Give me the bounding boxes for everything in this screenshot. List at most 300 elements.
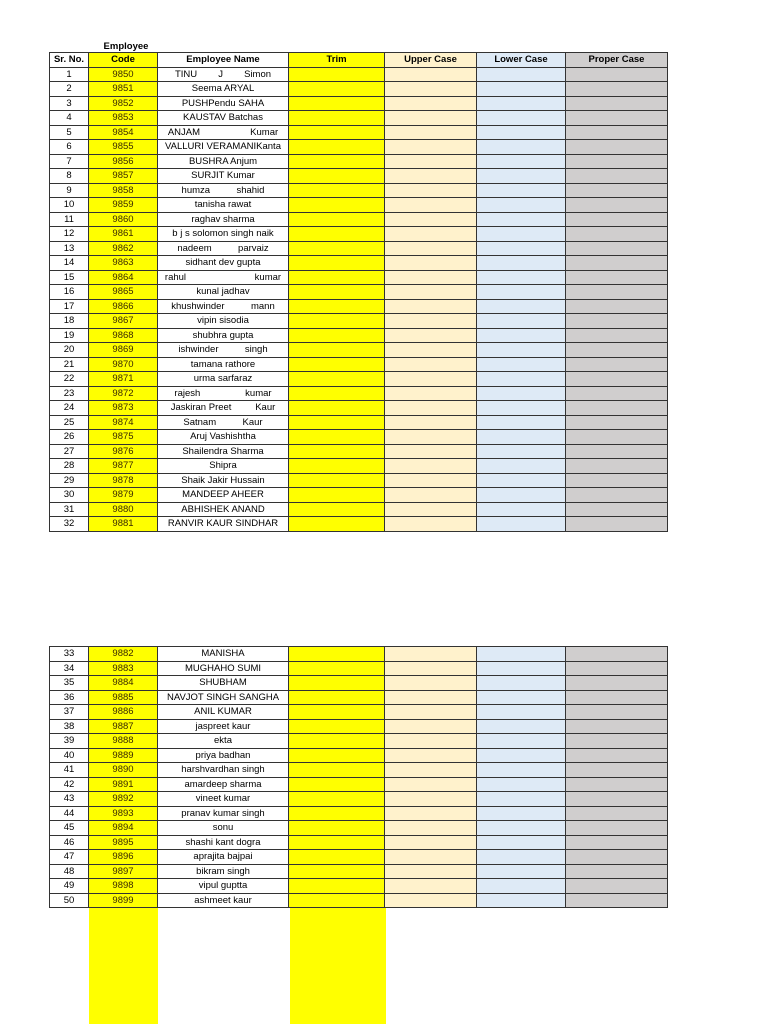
sr-no-cell[interactable]: 48: [50, 864, 89, 879]
sr-no-cell[interactable]: 43: [50, 792, 89, 807]
employee-code-cell[interactable]: 9882: [89, 647, 158, 662]
proper-case-cell[interactable]: [566, 328, 668, 343]
lower-case-cell[interactable]: [477, 444, 566, 459]
employee-name-cell[interactable]: SHUBHAM: [158, 676, 289, 691]
employee-name-cell[interactable]: amardeep sharma: [158, 777, 289, 792]
upper-case-cell[interactable]: [385, 328, 477, 343]
lower-case-cell[interactable]: [477, 879, 566, 894]
proper-case-cell[interactable]: [566, 285, 668, 300]
header-employee-code[interactable]: Code: [89, 53, 158, 68]
proper-case-cell[interactable]: [566, 502, 668, 517]
employee-code-cell[interactable]: 9862: [89, 241, 158, 256]
employee-name-cell[interactable]: vipul guptta: [158, 879, 289, 894]
lower-case-cell[interactable]: [477, 415, 566, 430]
employee-name-cell[interactable]: RANVIR KAUR SINDHAR: [158, 517, 289, 532]
trim-cell[interactable]: [289, 314, 385, 329]
sr-no-cell[interactable]: 18: [50, 314, 89, 329]
lower-case-cell[interactable]: [477, 357, 566, 372]
proper-case-cell[interactable]: [566, 270, 668, 285]
sr-no-cell[interactable]: 8: [50, 169, 89, 184]
lower-case-cell[interactable]: [477, 256, 566, 271]
employee-name-cell[interactable]: VALLURI VERAMANIKanta: [158, 140, 289, 155]
proper-case-cell[interactable]: [566, 154, 668, 169]
proper-case-cell[interactable]: [566, 879, 668, 894]
proper-case-cell[interactable]: [566, 835, 668, 850]
sr-no-cell[interactable]: 22: [50, 372, 89, 387]
lower-case-cell[interactable]: [477, 328, 566, 343]
upper-case-cell[interactable]: [385, 488, 477, 503]
proper-case-cell[interactable]: [566, 864, 668, 879]
lower-case-cell[interactable]: [477, 241, 566, 256]
employee-code-cell[interactable]: 9856: [89, 154, 158, 169]
lower-case-cell[interactable]: [477, 748, 566, 763]
employee-name-cell[interactable]: kunal jadhav: [158, 285, 289, 300]
trim-cell[interactable]: [289, 372, 385, 387]
trim-cell[interactable]: [289, 835, 385, 850]
employee-name-cell[interactable]: shashi kant dogra: [158, 835, 289, 850]
upper-case-cell[interactable]: [385, 763, 477, 778]
upper-case-cell[interactable]: [385, 299, 477, 314]
upper-case-cell[interactable]: [385, 792, 477, 807]
trim-cell[interactable]: [289, 893, 385, 908]
upper-case-cell[interactable]: [385, 676, 477, 691]
employee-name-cell[interactable]: MANDEEP AHEER: [158, 488, 289, 503]
upper-case-cell[interactable]: [385, 67, 477, 82]
employee-code-cell[interactable]: 9868: [89, 328, 158, 343]
sr-no-cell[interactable]: 21: [50, 357, 89, 372]
employee-code-cell[interactable]: 9872: [89, 386, 158, 401]
lower-case-cell[interactable]: [477, 488, 566, 503]
proper-case-cell[interactable]: [566, 314, 668, 329]
header-proper-case[interactable]: Proper Case: [566, 53, 668, 68]
employee-code-cell[interactable]: 9898: [89, 879, 158, 894]
sr-no-cell[interactable]: 50: [50, 893, 89, 908]
lower-case-cell[interactable]: [477, 473, 566, 488]
proper-case-cell[interactable]: [566, 96, 668, 111]
employee-name-cell[interactable]: sidhant dev gupta: [158, 256, 289, 271]
proper-case-cell[interactable]: [566, 488, 668, 503]
employee-name-cell[interactable]: rahul kumar: [158, 270, 289, 285]
employee-name-cell[interactable]: ishwinder singh: [158, 343, 289, 358]
employee-name-cell[interactable]: shubhra gupta: [158, 328, 289, 343]
lower-case-cell[interactable]: [477, 401, 566, 416]
employee-name-cell[interactable]: Seema ARYAL: [158, 82, 289, 97]
proper-case-cell[interactable]: [566, 169, 668, 184]
employee-code-cell[interactable]: 9864: [89, 270, 158, 285]
employee-code-cell[interactable]: 9852: [89, 96, 158, 111]
trim-cell[interactable]: [289, 748, 385, 763]
employee-code-cell[interactable]: 9866: [89, 299, 158, 314]
sr-no-cell[interactable]: 36: [50, 690, 89, 705]
trim-cell[interactable]: [289, 647, 385, 662]
trim-cell[interactable]: [289, 169, 385, 184]
employee-code-cell[interactable]: 9896: [89, 850, 158, 865]
upper-case-cell[interactable]: [385, 372, 477, 387]
upper-case-cell[interactable]: [385, 82, 477, 97]
employee-code-cell[interactable]: 9893: [89, 806, 158, 821]
employee-code-cell[interactable]: 9851: [89, 82, 158, 97]
employee-name-cell[interactable]: MUGHAHO SUMI: [158, 661, 289, 676]
sr-no-cell[interactable]: 19: [50, 328, 89, 343]
upper-case-cell[interactable]: [385, 256, 477, 271]
upper-case-cell[interactable]: [385, 647, 477, 662]
employee-name-cell[interactable]: Aruj Vashishtha: [158, 430, 289, 445]
trim-cell[interactable]: [289, 502, 385, 517]
upper-case-cell[interactable]: [385, 169, 477, 184]
employee-name-cell[interactable]: pranav kumar singh: [158, 806, 289, 821]
sr-no-cell[interactable]: 20: [50, 343, 89, 358]
upper-case-cell[interactable]: [385, 661, 477, 676]
employee-name-cell[interactable]: bikram singh: [158, 864, 289, 879]
proper-case-cell[interactable]: [566, 343, 668, 358]
sr-no-cell[interactable]: 17: [50, 299, 89, 314]
trim-cell[interactable]: [289, 140, 385, 155]
sr-no-cell[interactable]: 7: [50, 154, 89, 169]
trim-cell[interactable]: [289, 488, 385, 503]
upper-case-cell[interactable]: [385, 212, 477, 227]
upper-case-cell[interactable]: [385, 444, 477, 459]
lower-case-cell[interactable]: [477, 893, 566, 908]
upper-case-cell[interactable]: [385, 719, 477, 734]
employee-code-cell[interactable]: 9850: [89, 67, 158, 82]
trim-cell[interactable]: [289, 285, 385, 300]
sr-no-cell[interactable]: 34: [50, 661, 89, 676]
trim-cell[interactable]: [289, 328, 385, 343]
proper-case-cell[interactable]: [566, 473, 668, 488]
employee-name-cell[interactable]: Satnam Kaur: [158, 415, 289, 430]
lower-case-cell[interactable]: [477, 821, 566, 836]
employee-code-cell[interactable]: 9899: [89, 893, 158, 908]
employee-code-cell[interactable]: 9879: [89, 488, 158, 503]
sr-no-cell[interactable]: 26: [50, 430, 89, 445]
sr-no-cell[interactable]: 35: [50, 676, 89, 691]
lower-case-cell[interactable]: [477, 647, 566, 662]
upper-case-cell[interactable]: [385, 386, 477, 401]
upper-case-cell[interactable]: [385, 821, 477, 836]
trim-cell[interactable]: [289, 777, 385, 792]
upper-case-cell[interactable]: [385, 241, 477, 256]
proper-case-cell[interactable]: [566, 705, 668, 720]
employee-code-cell[interactable]: 9871: [89, 372, 158, 387]
upper-case-cell[interactable]: [385, 285, 477, 300]
trim-cell[interactable]: [289, 430, 385, 445]
proper-case-cell[interactable]: [566, 241, 668, 256]
sr-no-cell[interactable]: 23: [50, 386, 89, 401]
employee-code-cell[interactable]: 9875: [89, 430, 158, 445]
lower-case-cell[interactable]: [477, 285, 566, 300]
employee-name-cell[interactable]: humza shahid: [158, 183, 289, 198]
upper-case-cell[interactable]: [385, 473, 477, 488]
trim-cell[interactable]: [289, 719, 385, 734]
header-lower-case[interactable]: Lower Case: [477, 53, 566, 68]
trim-cell[interactable]: [289, 299, 385, 314]
employee-code-cell[interactable]: 9891: [89, 777, 158, 792]
lower-case-cell[interactable]: [477, 864, 566, 879]
proper-case-cell[interactable]: [566, 140, 668, 155]
proper-case-cell[interactable]: [566, 690, 668, 705]
upper-case-cell[interactable]: [385, 96, 477, 111]
employee-name-cell[interactable]: vineet kumar: [158, 792, 289, 807]
sr-no-cell[interactable]: 3: [50, 96, 89, 111]
trim-cell[interactable]: [289, 111, 385, 126]
upper-case-cell[interactable]: [385, 270, 477, 285]
lower-case-cell[interactable]: [477, 125, 566, 140]
lower-case-cell[interactable]: [477, 705, 566, 720]
sr-no-cell[interactable]: 1: [50, 67, 89, 82]
employee-code-cell[interactable]: 9853: [89, 111, 158, 126]
employee-name-cell[interactable]: SURJIT Kumar: [158, 169, 289, 184]
proper-case-cell[interactable]: [566, 444, 668, 459]
sr-no-cell[interactable]: 4: [50, 111, 89, 126]
lower-case-cell[interactable]: [477, 777, 566, 792]
upper-case-cell[interactable]: [385, 401, 477, 416]
upper-case-cell[interactable]: [385, 314, 477, 329]
proper-case-cell[interactable]: [566, 111, 668, 126]
lower-case-cell[interactable]: [477, 676, 566, 691]
employee-name-cell[interactable]: ABHISHEK ANAND: [158, 502, 289, 517]
upper-case-cell[interactable]: [385, 227, 477, 242]
trim-cell[interactable]: [289, 879, 385, 894]
proper-case-cell[interactable]: [566, 357, 668, 372]
proper-case-cell[interactable]: [566, 763, 668, 778]
proper-case-cell[interactable]: [566, 415, 668, 430]
proper-case-cell[interactable]: [566, 893, 668, 908]
employee-code-cell[interactable]: 9890: [89, 763, 158, 778]
sr-no-cell[interactable]: 49: [50, 879, 89, 894]
trim-cell[interactable]: [289, 705, 385, 720]
sr-no-cell[interactable]: 13: [50, 241, 89, 256]
lower-case-cell[interactable]: [477, 386, 566, 401]
employee-code-cell[interactable]: 9857: [89, 169, 158, 184]
sr-no-cell[interactable]: 42: [50, 777, 89, 792]
employee-code-cell[interactable]: 9873: [89, 401, 158, 416]
proper-case-cell[interactable]: [566, 806, 668, 821]
sr-no-cell[interactable]: 45: [50, 821, 89, 836]
employee-code-cell[interactable]: 9854: [89, 125, 158, 140]
upper-case-cell[interactable]: [385, 777, 477, 792]
trim-cell[interactable]: [289, 401, 385, 416]
employee-code-cell[interactable]: 9888: [89, 734, 158, 749]
proper-case-cell[interactable]: [566, 401, 668, 416]
proper-case-cell[interactable]: [566, 661, 668, 676]
trim-cell[interactable]: [289, 154, 385, 169]
employee-code-cell[interactable]: 9894: [89, 821, 158, 836]
sr-no-cell[interactable]: 10: [50, 198, 89, 213]
sr-no-cell[interactable]: 47: [50, 850, 89, 865]
employee-code-cell[interactable]: 9865: [89, 285, 158, 300]
lower-case-cell[interactable]: [477, 299, 566, 314]
upper-case-cell[interactable]: [385, 850, 477, 865]
trim-cell[interactable]: [289, 357, 385, 372]
sr-no-cell[interactable]: 44: [50, 806, 89, 821]
trim-cell[interactable]: [289, 850, 385, 865]
employee-name-cell[interactable]: ANJAM Kumar: [158, 125, 289, 140]
trim-cell[interactable]: [289, 444, 385, 459]
upper-case-cell[interactable]: [385, 154, 477, 169]
proper-case-cell[interactable]: [566, 82, 668, 97]
upper-case-cell[interactable]: [385, 415, 477, 430]
lower-case-cell[interactable]: [477, 198, 566, 213]
lower-case-cell[interactable]: [477, 82, 566, 97]
employee-name-cell[interactable]: aprajita bajpai: [158, 850, 289, 865]
trim-cell[interactable]: [289, 227, 385, 242]
employee-name-cell[interactable]: ANIL KUMAR: [158, 705, 289, 720]
lower-case-cell[interactable]: [477, 67, 566, 82]
sr-no-cell[interactable]: 24: [50, 401, 89, 416]
employee-code-cell[interactable]: 9858: [89, 183, 158, 198]
employee-name-cell[interactable]: KAUSTAV Batchas: [158, 111, 289, 126]
trim-cell[interactable]: [289, 183, 385, 198]
proper-case-cell[interactable]: [566, 792, 668, 807]
employee-code-cell[interactable]: 9884: [89, 676, 158, 691]
header-employee-name[interactable]: Employee Name: [158, 53, 289, 68]
lower-case-cell[interactable]: [477, 792, 566, 807]
sr-no-cell[interactable]: 27: [50, 444, 89, 459]
sr-no-cell[interactable]: 38: [50, 719, 89, 734]
upper-case-cell[interactable]: [385, 705, 477, 720]
lower-case-cell[interactable]: [477, 270, 566, 285]
proper-case-cell[interactable]: [566, 850, 668, 865]
trim-cell[interactable]: [289, 676, 385, 691]
upper-case-cell[interactable]: [385, 864, 477, 879]
lower-case-cell[interactable]: [477, 502, 566, 517]
employee-name-cell[interactable]: jaspreet kaur: [158, 719, 289, 734]
employee-code-cell[interactable]: 9880: [89, 502, 158, 517]
employee-name-cell[interactable]: raghav sharma: [158, 212, 289, 227]
upper-case-cell[interactable]: [385, 357, 477, 372]
proper-case-cell[interactable]: [566, 67, 668, 82]
proper-case-cell[interactable]: [566, 183, 668, 198]
sr-no-cell[interactable]: 41: [50, 763, 89, 778]
lower-case-cell[interactable]: [477, 111, 566, 126]
employee-code-cell[interactable]: 9887: [89, 719, 158, 734]
sr-no-cell[interactable]: 15: [50, 270, 89, 285]
sr-no-cell[interactable]: 33: [50, 647, 89, 662]
lower-case-cell[interactable]: [477, 314, 566, 329]
upper-case-cell[interactable]: [385, 198, 477, 213]
lower-case-cell[interactable]: [477, 372, 566, 387]
header-trim[interactable]: Trim: [289, 53, 385, 68]
employee-code-cell[interactable]: 9895: [89, 835, 158, 850]
lower-case-cell[interactable]: [477, 763, 566, 778]
upper-case-cell[interactable]: [385, 517, 477, 532]
trim-cell[interactable]: [289, 473, 385, 488]
trim-cell[interactable]: [289, 661, 385, 676]
sr-no-cell[interactable]: 16: [50, 285, 89, 300]
trim-cell[interactable]: [289, 125, 385, 140]
employee-name-cell[interactable]: tamana rathore: [158, 357, 289, 372]
lower-case-cell[interactable]: [477, 719, 566, 734]
proper-case-cell[interactable]: [566, 386, 668, 401]
sr-no-cell[interactable]: 31: [50, 502, 89, 517]
trim-cell[interactable]: [289, 198, 385, 213]
proper-case-cell[interactable]: [566, 227, 668, 242]
lower-case-cell[interactable]: [477, 343, 566, 358]
proper-case-cell[interactable]: [566, 125, 668, 140]
upper-case-cell[interactable]: [385, 893, 477, 908]
employee-name-cell[interactable]: ashmeet kaur: [158, 893, 289, 908]
employee-name-cell[interactable]: harshvardhan singh: [158, 763, 289, 778]
upper-case-cell[interactable]: [385, 502, 477, 517]
employee-code-cell[interactable]: 9897: [89, 864, 158, 879]
upper-case-cell[interactable]: [385, 183, 477, 198]
employee-name-cell[interactable]: Jaskiran Preet Kaur: [158, 401, 289, 416]
trim-cell[interactable]: [289, 96, 385, 111]
sr-no-cell[interactable]: 28: [50, 459, 89, 474]
employee-name-cell[interactable]: Shipra: [158, 459, 289, 474]
upper-case-cell[interactable]: [385, 343, 477, 358]
upper-case-cell[interactable]: [385, 748, 477, 763]
proper-case-cell[interactable]: [566, 647, 668, 662]
lower-case-cell[interactable]: [477, 661, 566, 676]
employee-code-cell[interactable]: 9889: [89, 748, 158, 763]
sr-no-cell[interactable]: 11: [50, 212, 89, 227]
employee-code-cell[interactable]: 9885: [89, 690, 158, 705]
proper-case-cell[interactable]: [566, 676, 668, 691]
upper-case-cell[interactable]: [385, 430, 477, 445]
employee-code-cell[interactable]: 9877: [89, 459, 158, 474]
sr-no-cell[interactable]: 39: [50, 734, 89, 749]
trim-cell[interactable]: [289, 763, 385, 778]
employee-name-cell[interactable]: BUSHRA Anjum: [158, 154, 289, 169]
employee-name-cell[interactable]: ekta: [158, 734, 289, 749]
proper-case-cell[interactable]: [566, 372, 668, 387]
employee-name-cell[interactable]: TINU J Simon: [158, 67, 289, 82]
header-sr-no[interactable]: Sr. No.: [50, 53, 89, 68]
employee-name-cell[interactable]: nadeem parvaiz: [158, 241, 289, 256]
employee-code-cell[interactable]: 9874: [89, 415, 158, 430]
lower-case-cell[interactable]: [477, 806, 566, 821]
proper-case-cell[interactable]: [566, 198, 668, 213]
proper-case-cell[interactable]: [566, 821, 668, 836]
employee-code-cell[interactable]: 9883: [89, 661, 158, 676]
lower-case-cell[interactable]: [477, 96, 566, 111]
sr-no-cell[interactable]: 30: [50, 488, 89, 503]
employee-name-cell[interactable]: vipin sisodia: [158, 314, 289, 329]
employee-code-cell[interactable]: 9859: [89, 198, 158, 213]
employee-code-cell[interactable]: 9863: [89, 256, 158, 271]
lower-case-cell[interactable]: [477, 154, 566, 169]
sr-no-cell[interactable]: 32: [50, 517, 89, 532]
proper-case-cell[interactable]: [566, 719, 668, 734]
upper-case-cell[interactable]: [385, 125, 477, 140]
lower-case-cell[interactable]: [477, 169, 566, 184]
proper-case-cell[interactable]: [566, 517, 668, 532]
trim-cell[interactable]: [289, 343, 385, 358]
proper-case-cell[interactable]: [566, 748, 668, 763]
employee-code-cell[interactable]: 9876: [89, 444, 158, 459]
employee-name-cell[interactable]: khushwinder mann: [158, 299, 289, 314]
trim-cell[interactable]: [289, 241, 385, 256]
proper-case-cell[interactable]: [566, 256, 668, 271]
sr-no-cell[interactable]: 12: [50, 227, 89, 242]
trim-cell[interactable]: [289, 386, 385, 401]
employee-name-cell[interactable]: PUSHPendu SAHA: [158, 96, 289, 111]
proper-case-cell[interactable]: [566, 212, 668, 227]
lower-case-cell[interactable]: [477, 140, 566, 155]
upper-case-cell[interactable]: [385, 835, 477, 850]
trim-cell[interactable]: [289, 459, 385, 474]
sr-no-cell[interactable]: 46: [50, 835, 89, 850]
trim-cell[interactable]: [289, 67, 385, 82]
employee-code-cell[interactable]: 9886: [89, 705, 158, 720]
header-upper-case[interactable]: Upper Case: [385, 53, 477, 68]
trim-cell[interactable]: [289, 82, 385, 97]
upper-case-cell[interactable]: [385, 459, 477, 474]
lower-case-cell[interactable]: [477, 850, 566, 865]
employee-name-cell[interactable]: MANISHA: [158, 647, 289, 662]
employee-code-cell[interactable]: 9878: [89, 473, 158, 488]
